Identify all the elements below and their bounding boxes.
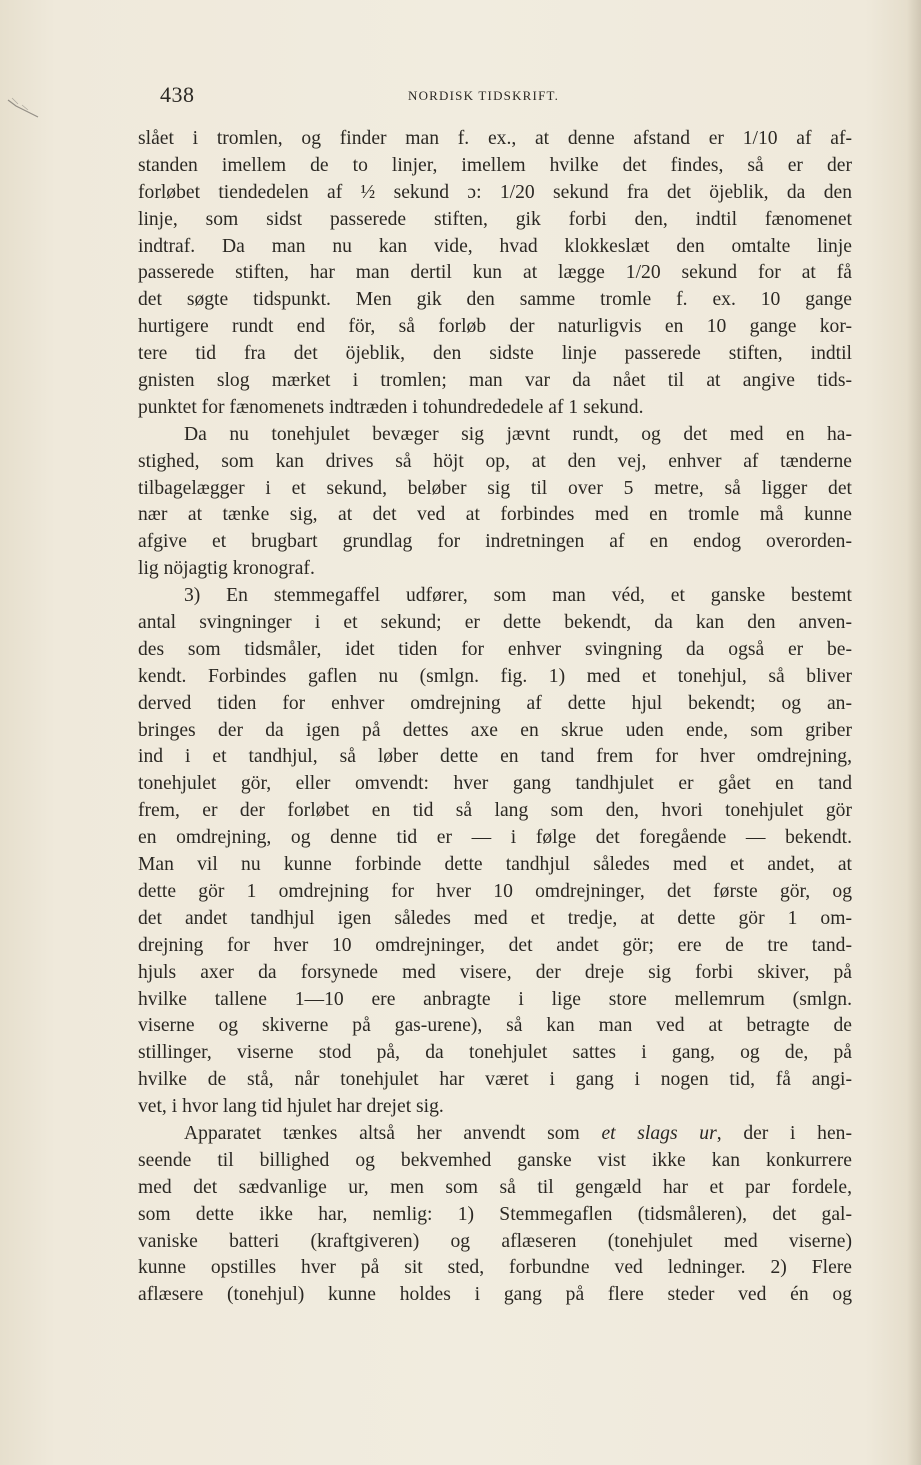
- text-line: linje, som sidst passerede stiften, gik forbi den, indtil fænomenet: [138, 208, 852, 230]
- body-text: [138, 126, 852, 1309]
- text-line: 3) En stemmegaffel udfører, som man véd, et ganske bestemt: [184, 585, 852, 607]
- text-line: afgive et brugbart grundlag for indretningen af en endog overorden-: [138, 531, 852, 553]
- text-line: viserne og skiverne på gas-urene), så kan man ved at betragte de: [138, 1015, 852, 1037]
- text-line: slået i tromlen, og finder man f. ex., at denne afstand er 1/10 af af-: [138, 128, 852, 149]
- text-line: hvilke tallene 1—10 ere anbragte i lige store mellemrum (smlgn.: [138, 988, 852, 1010]
- text-line: lig nöjagtig kronograf.: [138, 558, 315, 580]
- text-line: drejning for hver 10 omdrejninger, det andet gör; ere de tre tand-: [138, 934, 852, 956]
- text-segment: , der i hen-: [716, 1122, 852, 1144]
- text-line: hvilke de stå, når tonehjulet har været i gang i nogen tid, få angi-: [138, 1069, 852, 1091]
- text-line: hjuls axer da forsynede med visere, der dreje sig forbi skiver, på: [138, 961, 852, 983]
- text-line: punktet for fænomenets indtræden i tohundrededele af 1 sekund.: [138, 396, 644, 418]
- text-line: med det sædvanlige ur, men som så til gengæld har et par fordele,: [138, 1176, 852, 1198]
- text-line: tilbagelægger i et sekund, beløber sig til over 5 metre, så ligger det: [138, 477, 852, 499]
- running-head: NORDISK TIDSKRIFT.: [408, 88, 560, 103]
- text-line: tonehjulet gör, eller omvendt: hver gang tandhjulet er gået en tand: [138, 773, 852, 795]
- text-line: derved tiden for enhver omdrejning af dette hjul bekendt; og an-: [138, 692, 852, 714]
- text-line: vaniske batteri (kraftgiveren) og aflæseren (tonehjulet med viserne): [138, 1230, 852, 1252]
- text-line: antal svingninger i et sekund; er dette bekendt, da kan den anven-: [138, 612, 852, 634]
- text-line: des som tidsmåler, idet tiden for enhver svingning da også er be-: [138, 638, 852, 660]
- text-line: Man vil nu kunne forbinde dette tandhjul således med et andet, at: [138, 854, 852, 876]
- text-line: passerede stiften, har man dertil kun at lægge 1/20 sekund for at få: [138, 262, 852, 284]
- text-line: frem, er der forløbet en tid så lang som den, hvori tonehjulet gör: [138, 800, 852, 822]
- text-line: nær at tænke sig, at det ved at forbindes med en tromle må kunne: [138, 504, 852, 526]
- text-line: stighed, som kan drives så höjt op, at den vej, enhver af tænderne: [138, 450, 852, 472]
- text-line: kendt. Forbindes gaflen nu (smlgn. fig. 1) med et tonehjul, så bliver: [138, 665, 852, 687]
- text-line: som dette ikke har, nemlig: 1) Stemmegaflen (tidsmåleren), det gal-: [138, 1203, 852, 1225]
- text-line: det andet tandhjul igen således med et tredje, at dette gör 1 om-: [138, 907, 852, 929]
- text-line: hurtigere rundt end för, så forløb der naturligvis en 10 gange kor-: [138, 316, 852, 338]
- text-line: vet, i hvor lang tid hjulet har drejet sig.: [138, 1096, 444, 1118]
- text-segment: Apparatet tænkes altså her anvendt som: [184, 1122, 602, 1144]
- text-line: kunne opstilles hver på sit sted, forbundne ved ledninger. 2) Flere: [138, 1257, 852, 1279]
- text-line: stillinger, viserne stod på, da tonehjulet sattes i gang, og de, på: [138, 1042, 852, 1064]
- page-edge-shadow: [907, 0, 921, 1465]
- text-line: standen imellem de to linjer, imellem hvilke det findes, så er der: [138, 154, 852, 176]
- text-line: ind i et tandhjul, så løber dette en tand frem for hver omdrejning,: [138, 746, 852, 768]
- page-header: [160, 82, 860, 112]
- text-line: Da nu tonehjulet bevæger sig jævnt rundt, og det med en ha-: [184, 423, 852, 445]
- text-line: bringes der da igen på dettes axe en skrue uden ende, som griber: [138, 719, 852, 741]
- text-line: seende til billighed og bekvemhed ganske vist ikke kan konkurrere: [138, 1149, 852, 1171]
- text-line: tere tid fra det öjeblik, den sidste linje passerede stiften, indtil: [138, 343, 852, 365]
- text-line: aflæsere (tonehjul) kunne holdes i gang på flere steder ved én og: [138, 1284, 852, 1306]
- text-line: gnisten slog mærket i tromlen; man var da nået til at angive tids-: [138, 370, 852, 392]
- text-line: [138, 1121, 852, 1148]
- text-line: forløbet tiendedelen af ½ sekund ɔ: 1/20 sekund fra det öjeblik, da den: [138, 181, 852, 203]
- text-line: det søgte tidspunkt. Men gik den samme tromle f. ex. 10 gange: [138, 289, 852, 311]
- ink-smudge-icon: [6, 96, 40, 118]
- text-line: en omdrejning, og denne tid er — i følge det foregående — bekendt.: [138, 827, 852, 849]
- italic-phrase: et slags ur: [601, 1122, 717, 1144]
- text-line: indtraf. Da man nu kan vide, hvad klokkeslæt den omtalte linje: [138, 235, 852, 257]
- page-number: 438: [160, 82, 195, 107]
- text-line: dette gör 1 omdrejning for hver 10 omdrejninger, det første gör, og: [138, 880, 852, 902]
